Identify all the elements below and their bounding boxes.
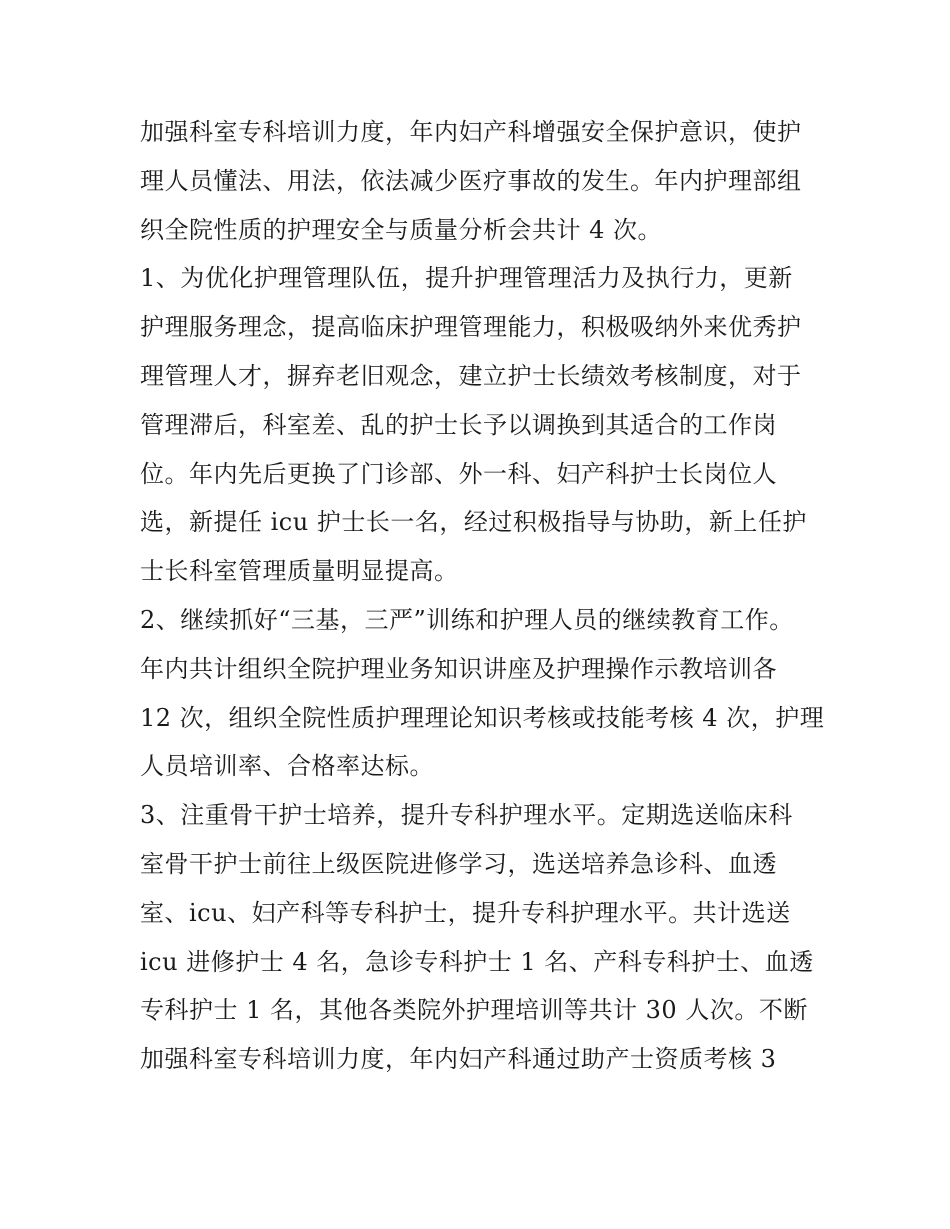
text-line: 理管理人才，摒弃老旧观念，建立护士长绩效考核制度，对于 xyxy=(140,361,802,390)
text-line: 位。年内先后更换了门诊部、外一科、妇产科护士长岗位人 xyxy=(140,459,777,488)
text-line: 室、icu、妇产科等专科护士，提升专科护理水平。共计选送 xyxy=(140,898,791,927)
text-line: 织全院性质的护理安全与质量分析会共计 4 次。 xyxy=(140,215,663,244)
text-line: 专科护士 1 名，其他各类院外护理培训等共计 30 人次。不断 xyxy=(140,996,808,1025)
text-line: 加强科室专科培训力度，年内妇产科增强安全保护意识，使护 xyxy=(140,118,802,146)
text-line: 室骨干护士前往上级医院进修学习，选送培养急诊科、血透 xyxy=(140,849,777,878)
text-line: 2、继续抓好“三基，三严”训练和护理人员的继续教育工作。 xyxy=(140,605,794,634)
text-line: 士长科室管理质量明显提高。 xyxy=(140,557,459,586)
body-text xyxy=(140,108,825,1084)
text-line: 选，新提任 icu 护士长一名，经过积极指导与协助，新上任护 xyxy=(140,508,807,537)
text-line: 护理服务理念，提高临床护理管理能力，积极吸纳外来优秀护 xyxy=(140,313,802,342)
text-line: 人员培训率、合格率达标。 xyxy=(140,752,434,781)
text-line: 3、注重骨干护士培养，提升专科护理水平。定期选送临床科 xyxy=(140,801,793,830)
text-line: 年内共计组织全院护理业务知识讲座及护理操作示教培训各 xyxy=(140,654,777,683)
text-line: 1、为优化护理管理队伍，提升护理管理活力及执行力，更新 xyxy=(140,264,793,293)
text-line: 12 次，组织全院性质护理理论知识考核或技能考核 4 次，护理 xyxy=(140,703,825,732)
text-line: icu 进修护士 4 名，急诊专科护士 1 名、产科专科护士、血透 xyxy=(140,947,814,976)
text-line: 加强科室专科培训力度，年内妇产科通过助产士资质考核 3 xyxy=(140,1045,777,1074)
text-line: 理人员懂法、用法，依法减少医疗事故的发生。年内护理部组 xyxy=(140,166,802,195)
text-line: 管理滞后，科室差、乱的护士长予以调换到其适合的工作岗 xyxy=(140,410,777,439)
